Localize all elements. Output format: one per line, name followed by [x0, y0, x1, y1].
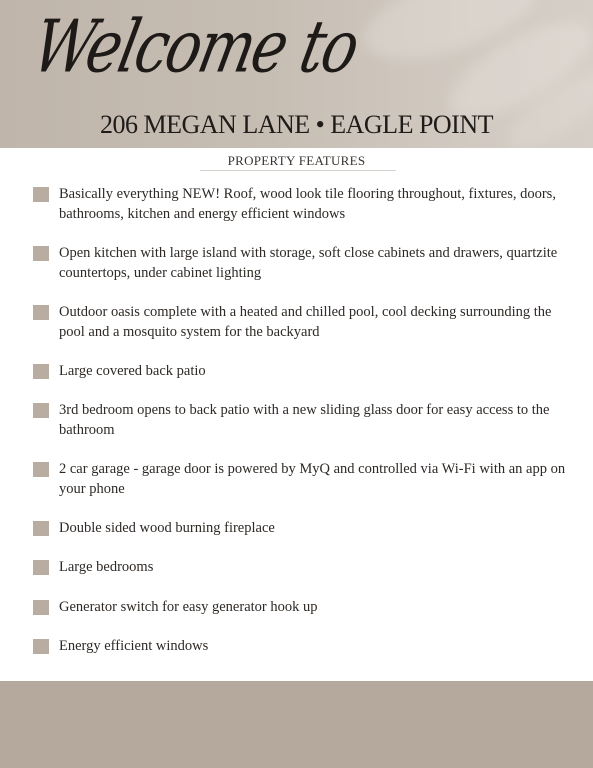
square-bullet-icon — [33, 639, 49, 654]
header-band — [0, 0, 593, 148]
feature-text: 3rd bedroom opens to back patio with a new sliding glass door for easy access to the bathroom — [59, 402, 550, 438]
square-bullet-icon — [33, 560, 49, 575]
feature-text: Basically everything NEW! Roof, wood look tile flooring throughout, fixtures, doors, bathrooms, kitchen and energy efficient windows — [59, 186, 556, 222]
property-address: 206 MEGAN LANE • EAGLE POINT — [100, 110, 493, 139]
section-divider — [200, 170, 396, 171]
section-title: PROPERTY FEATURES — [227, 153, 366, 168]
feature-text: Generator switch for easy generator hook up — [59, 599, 318, 615]
welcome-script-title: Welcome to — [25, 4, 366, 89]
square-bullet-icon — [33, 462, 49, 477]
square-bullet-icon — [33, 187, 49, 202]
feature-text: 2 car garage - garage door is powered by MyQ and controlled via Wi-Fi with an app on your phone — [59, 461, 566, 497]
feature-text: Double sided wood burning fireplace — [59, 520, 275, 536]
feature-text: Open kitchen with large island with storage, soft close cabinets and drawers, quartzite countertops, under cabinet lighting — [59, 245, 558, 281]
feature-text: Large covered back patio — [59, 363, 206, 379]
square-bullet-icon — [33, 246, 49, 261]
feature-text: Outdoor oasis complete with a heated and chilled pool, cool decking surrounding the pool and a mosquito system for the backyard — [59, 304, 552, 340]
footer-band — [0, 681, 593, 768]
square-bullet-icon — [33, 403, 49, 418]
square-bullet-icon — [33, 305, 49, 320]
feature-text: Large bedrooms — [59, 559, 154, 575]
square-bullet-icon — [33, 521, 49, 536]
square-bullet-icon — [33, 364, 49, 379]
square-bullet-icon — [33, 600, 49, 615]
feature-text: Energy efficient windows — [59, 638, 209, 654]
